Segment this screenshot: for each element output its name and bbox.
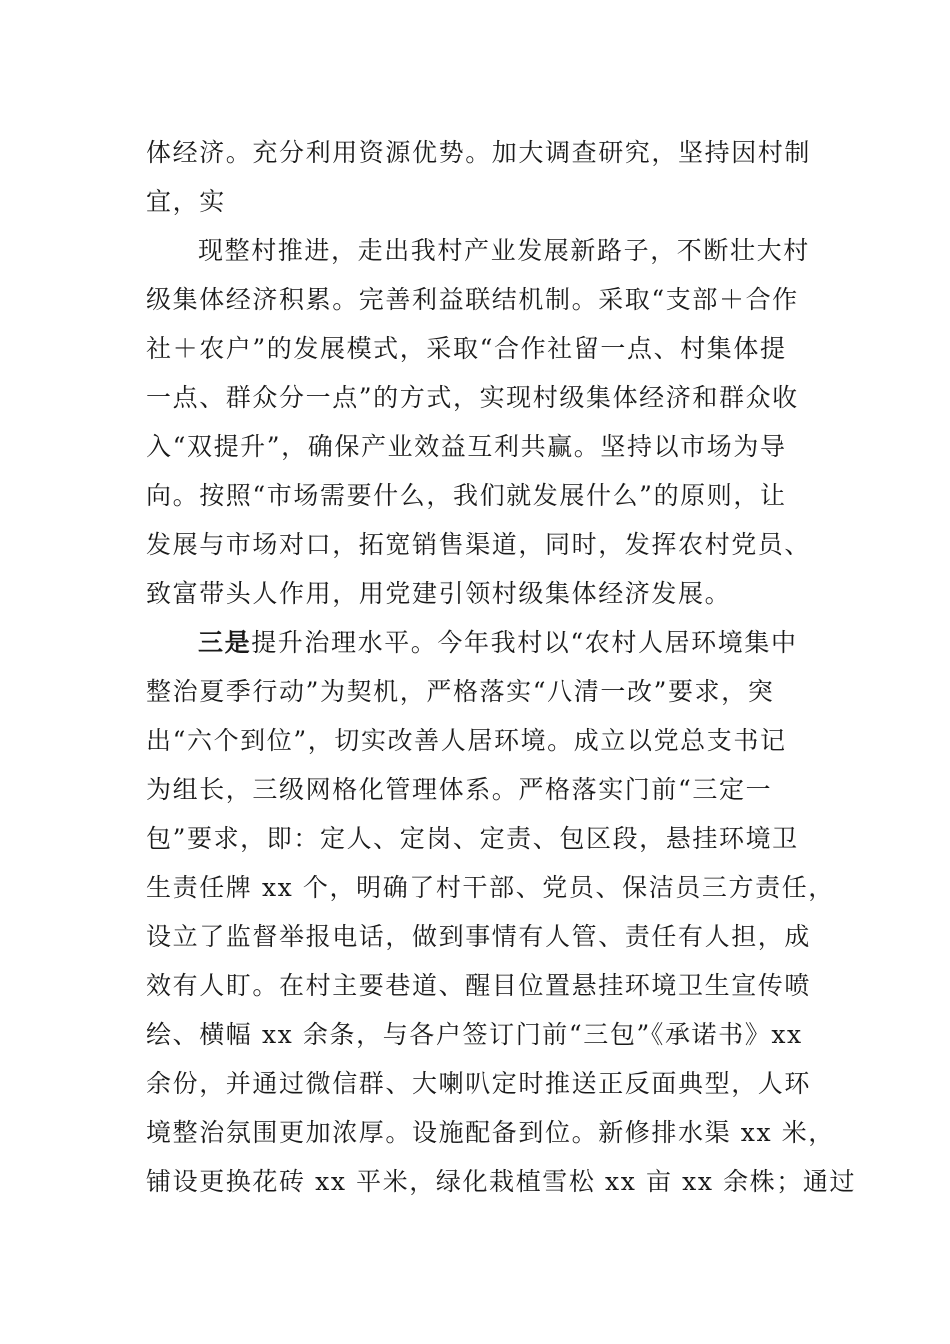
text-line: 一点、群众分一点”的方式，实现村级集体经济和群众收: [146, 383, 799, 412]
text-run: 提升治理水平。今年我村以“农村人居环境集中: [251, 628, 798, 657]
text-line: 生责任牌 xx 个，明确了村干部、党员、保洁员三方责任，: [146, 873, 835, 902]
section-lead: 三是: [198, 628, 252, 657]
body-text: [146, 128, 857, 1206]
text-line: 为组长，三级网格化管理体系。严格落实门前“三定一: [146, 775, 773, 804]
text-line: 包”要求，即：定人、定岗、定责、包区段，悬挂环境卫: [146, 824, 799, 853]
text-line: 入“双提升”，确保产业效益互利共赢。坚持以市场为导: [146, 432, 787, 461]
text-line: 余份，并通过微信群、大喇叭定时推送正反面典型，人环: [146, 1069, 812, 1098]
text-line: 致富带头人作用，用党建引领村级集体经济发展。: [146, 579, 732, 608]
paragraph-start: 现整村推进，走出我村产业发展新路子，不断壮大村: [198, 236, 810, 265]
text-line: 级集体经济积累。完善利益联结机制。采取“支部＋合作: [146, 285, 799, 314]
text-line: 出“六个到位”，切实改善人居环境。成立以党总支书记: [146, 726, 787, 755]
text-line: 体经济。充分利用资源优势。加大调查研究，坚持因村制: [146, 138, 812, 167]
text-line: 境整治氛围更加浓厚。设施配备到位。新修排水渠 xx 米，: [146, 1118, 835, 1147]
text-line: 宜，实: [146, 187, 226, 216]
text-line: 向。按照“市场需要什么，我们就发展什么”的原则，让: [146, 481, 787, 510]
paragraph-start: [146, 618, 806, 667]
text-line: 效有人盯。在村主要巷道、醒目位置悬挂环境卫生宣传喷: [146, 971, 812, 1000]
text-line: 社＋农户”的发展模式，采取“合作社留一点、村集体提: [146, 334, 787, 363]
text-line: 设立了监督举报电话，做到事情有人管、责任有人担，成: [146, 922, 812, 951]
text-line: 整治夏季行动”为契机，严格落实“八清一改”要求，突: [146, 677, 775, 706]
text-line: 铺设更换花砖 xx 平米，绿化栽植雪松 xx 亩 xx 余株；通过: [146, 1167, 857, 1196]
text-line: 绘、横幅 xx 余条，与各户签订门前“三包”《承诺书》xx: [146, 1020, 803, 1049]
text-line: 发展与市场对口，拓宽销售渠道，同时，发挥农村党员、: [146, 530, 812, 559]
